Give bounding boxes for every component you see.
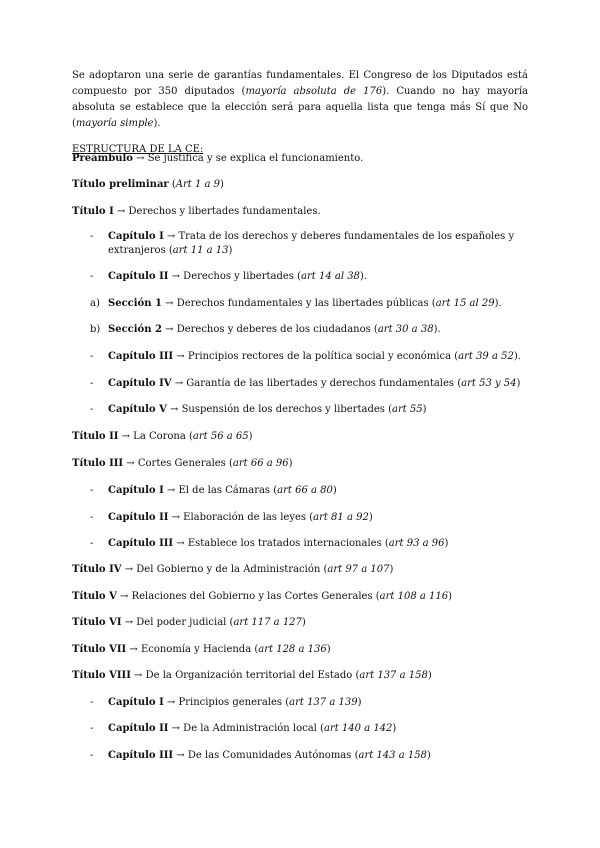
item-content xyxy=(72,430,528,444)
item-content xyxy=(108,270,528,284)
item-title: Título V xyxy=(72,591,117,602)
article-reference: art 137 a 158 xyxy=(359,670,428,681)
item-description: → Garantía de las libertades y derechos fundamentales ( xyxy=(171,378,462,389)
item-closing: ) xyxy=(248,431,253,442)
list-item xyxy=(72,205,528,219)
article-reference: Art 1 a 9 xyxy=(175,179,221,190)
item-description: → Derechos fundamentales y las libertades públicas ( xyxy=(161,298,436,309)
list-marker: - xyxy=(90,697,94,708)
item-closing: ). xyxy=(359,271,368,282)
item-title: Capítulo II xyxy=(108,512,169,523)
item-closing: ) xyxy=(516,378,521,389)
item-content xyxy=(108,537,528,551)
list-item xyxy=(72,178,528,192)
list-item xyxy=(72,643,528,657)
item-content xyxy=(108,230,528,258)
item-title: Capítulo II xyxy=(108,271,169,282)
article-reference: art 117 a 127 xyxy=(233,617,302,628)
item-description: → Establece los tratados internacionales ( xyxy=(173,538,389,549)
item-title: Capítulo III xyxy=(108,351,174,362)
list-marker: - xyxy=(90,723,94,734)
list-marker: - xyxy=(90,378,94,389)
item-content xyxy=(72,178,528,192)
item-description: → Del Gobierno y de la Administración ( xyxy=(121,564,328,575)
item-title: Título VI xyxy=(72,617,122,628)
item-content xyxy=(72,457,528,471)
intro-text-2: ). Cuando no hay mayoría absoluta se establece que la elección será para aquella lista que tenga más Sí que No ( xyxy=(72,86,528,129)
item-title: Capítulo V xyxy=(108,404,167,415)
item-content xyxy=(72,590,528,604)
article-reference: art 30 a 38 xyxy=(377,324,434,335)
article-reference: art 11 a 13 xyxy=(172,245,229,256)
item-title: Sección 1 xyxy=(108,298,162,309)
item-closing: ). xyxy=(494,298,502,309)
list-marker: - xyxy=(90,231,94,242)
list-item xyxy=(72,563,528,577)
list-marker: b) xyxy=(90,324,101,335)
item-title: Capítulo III xyxy=(108,750,174,761)
article-reference: art 137 a 139 xyxy=(289,697,358,708)
item-description: → Relaciones del Gobierno y las Cortes Generales ( xyxy=(116,591,380,602)
intro-paragraph xyxy=(72,68,528,132)
list-marker: - xyxy=(90,538,94,549)
item-description: → Principios generales ( xyxy=(163,697,290,708)
list-item xyxy=(72,152,528,166)
item-closing: ) xyxy=(326,644,331,655)
item-closing: ) xyxy=(444,538,449,549)
article-reference: art 39 a 52 xyxy=(458,351,514,362)
item-title: Capítulo I xyxy=(108,231,164,242)
list-marker: - xyxy=(90,485,94,496)
article-reference: art 81 a 92 xyxy=(313,512,369,523)
article-reference: art 56 a 65 xyxy=(192,431,249,442)
item-description: → Suspensión de los derechos y libertades ( xyxy=(166,404,392,415)
item-description: → Derechos y deberes de los ciudadanos ( xyxy=(161,324,378,335)
item-title: Capítulo III xyxy=(108,538,174,549)
item-description: → De las Comunidades Autónomas ( xyxy=(173,750,359,761)
item-closing: ). xyxy=(513,351,521,362)
article-reference: art 143 a 158 xyxy=(358,750,427,761)
item-description: → De la Organización territorial del Estado ( xyxy=(130,670,360,681)
list-item xyxy=(72,457,528,471)
item-content xyxy=(108,749,528,763)
section-heading: ESTRUCTURA DE LA CE: xyxy=(72,144,204,155)
item-title: Capítulo I xyxy=(108,485,164,496)
item-content xyxy=(108,696,528,710)
article-reference: art 140 a 142 xyxy=(323,723,393,734)
article-reference: art 53 y 54 xyxy=(461,378,517,389)
article-reference: art 108 a 116 xyxy=(379,591,449,602)
item-title: Título III xyxy=(72,458,124,469)
list-marker: - xyxy=(90,404,94,415)
item-title: Título VIII xyxy=(72,670,131,681)
list-marker: a) xyxy=(90,298,100,309)
item-content xyxy=(108,350,528,364)
article-reference: art 55 xyxy=(391,404,423,415)
item-description: → Derechos y libertades fundamentales. xyxy=(113,206,321,217)
item-title: Preámbulo xyxy=(72,153,133,164)
item-closing: ). xyxy=(433,324,441,335)
item-title: Título preliminar xyxy=(72,179,169,190)
item-closing: ) xyxy=(301,617,306,628)
article-reference: art 128 a 136 xyxy=(258,644,327,655)
intro-italic-1: mayoría absoluta de 176 xyxy=(245,86,383,97)
item-description: → El de las Cámaras ( xyxy=(163,485,278,496)
item-closing: ) xyxy=(392,723,397,734)
item-closing: ) xyxy=(422,404,427,415)
item-content xyxy=(108,484,528,498)
list-item xyxy=(72,616,528,630)
item-content xyxy=(108,722,528,736)
item-title: Capítulo II xyxy=(108,723,169,734)
intro-text-3: ). xyxy=(153,118,161,129)
item-closing: ) xyxy=(228,245,233,256)
article-reference: art 66 a 96 xyxy=(232,458,289,469)
item-closing: ) xyxy=(357,697,362,708)
item-closing: ) xyxy=(427,670,432,681)
item-content xyxy=(108,297,528,311)
item-title: Título I xyxy=(72,206,114,217)
item-closing: ) xyxy=(368,512,373,523)
item-description: → Trata de los derechos y deberes fundamentales de los españoles y extranjeros ( xyxy=(108,231,515,256)
article-reference: art 66 a 80 xyxy=(277,485,333,496)
item-description: → Derechos y libertades ( xyxy=(168,271,302,282)
item-closing: ) xyxy=(220,179,224,190)
intro-italic-2: mayoría simple xyxy=(75,118,154,129)
item-title: Capítulo I xyxy=(108,697,164,708)
item-content xyxy=(108,511,528,525)
item-title: Título II xyxy=(72,431,119,442)
item-closing: ) xyxy=(332,485,337,496)
item-content xyxy=(108,377,528,391)
item-closing: ) xyxy=(288,458,293,469)
item-content xyxy=(72,563,528,577)
item-description: → Del poder judicial ( xyxy=(121,617,234,628)
item-content xyxy=(72,152,528,166)
article-reference: art 97 a 107 xyxy=(327,564,390,575)
item-closing: ) xyxy=(448,591,452,602)
item-description: → Economía y Hacienda ( xyxy=(126,644,259,655)
item-description: → De la Administración local ( xyxy=(168,723,324,734)
item-closing: ) xyxy=(426,750,431,761)
item-content xyxy=(108,323,528,337)
article-reference: art 15 al 29 xyxy=(435,298,495,309)
list-marker: - xyxy=(90,750,94,761)
item-title: Título VII xyxy=(72,644,127,655)
list-marker: - xyxy=(90,512,94,523)
item-content xyxy=(72,669,528,683)
list-marker: - xyxy=(90,351,94,362)
list-item xyxy=(72,669,528,683)
list-marker: - xyxy=(90,271,94,282)
item-closing: ) xyxy=(389,564,394,575)
item-content xyxy=(72,205,528,219)
article-reference: art 14 al 38 xyxy=(301,271,360,282)
list-item xyxy=(72,590,528,604)
item-title: Capítulo IV xyxy=(108,378,172,389)
item-title: Sección 2 xyxy=(108,324,162,335)
item-description: → Principios rectores de la política social y económica ( xyxy=(173,351,459,362)
list-item xyxy=(72,430,528,444)
item-description: → Cortes Generales ( xyxy=(123,458,233,469)
item-description: ( xyxy=(168,179,176,190)
item-content xyxy=(72,643,528,657)
item-description: → Elaboración de las leyes ( xyxy=(168,512,314,523)
article-reference: art 93 a 96 xyxy=(388,538,445,549)
item-content xyxy=(108,403,528,417)
item-description: → La Corona ( xyxy=(118,431,193,442)
intro-text-1: Se adoptaron una serie de garantías fundamentales. El Congreso de los Diputados está compuesto por 350 diputados ( xyxy=(72,70,528,97)
item-title: Título IV xyxy=(72,564,122,575)
item-content xyxy=(72,616,528,630)
item-description: → Se justifica y se explica el funcionamiento. xyxy=(132,153,364,164)
